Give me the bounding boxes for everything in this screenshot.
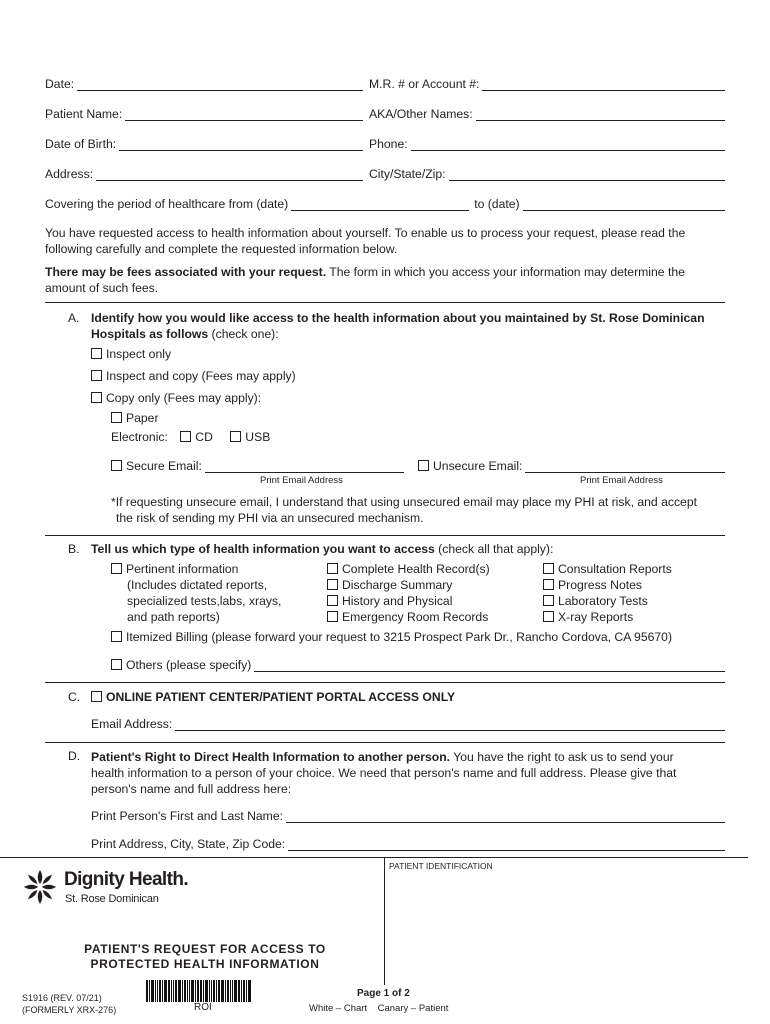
phone-label: Phone: <box>369 137 408 151</box>
checkbox[interactable] <box>230 431 241 442</box>
footer-divider <box>0 857 748 858</box>
checkbox[interactable] <box>327 579 338 590</box>
secure-email-label: Secure Email: <box>126 459 202 473</box>
option-progress-notes[interactable]: Progress Notes <box>543 577 733 593</box>
section-d-text: Patient's Right to Direct Health Information to another person. You have the right to ask us to send your health information to a person of your choice. We need that person's name and full address. Please give that person's name and full address here: <box>91 750 677 796</box>
checkbox[interactable] <box>91 370 102 381</box>
checkbox[interactable] <box>91 392 102 403</box>
dignity-health-logo-icon <box>22 868 58 906</box>
form-code: S1916 (REV. 07/21) (FORMERLY XRX-276) <box>22 993 117 1015</box>
date-label: Date: <box>45 77 75 91</box>
person-name-label: Print Person's First and Last Name: <box>91 809 283 823</box>
person-address-row <box>91 837 725 851</box>
option-itemized-billing[interactable]: Itemized Billing (please forward your request to 3215 Prospect Park Dr., Rancho Cordova, CA 95670) <box>111 630 672 644</box>
address-field[interactable] <box>96 168 363 181</box>
unsecure-email-row <box>418 459 725 473</box>
section-b-title: Tell us which type of health information you want to access (check all that apply): <box>91 542 554 556</box>
section-a-title: Identify how you would like access to the health information about you maintained by St. Rose Dominican Hospitals as follows (check one): <box>91 311 705 341</box>
divider <box>45 682 725 683</box>
section-d-letter: D. <box>68 749 81 763</box>
checkbox[interactable] <box>543 579 554 590</box>
option-laboratory-tests[interactable]: Laboratory Tests <box>543 593 733 609</box>
checkbox[interactable] <box>418 460 429 471</box>
patient-name-row <box>45 107 363 121</box>
checkbox[interactable] <box>111 563 122 574</box>
checkbox[interactable] <box>543 595 554 606</box>
barcode <box>146 980 262 1002</box>
portal-email-field[interactable] <box>175 718 725 731</box>
patient-id-label: PATIENT IDENTIFICATION <box>389 861 493 871</box>
checkbox[interactable] <box>111 631 122 642</box>
dignity-health-logo <box>22 868 192 908</box>
aka-field[interactable] <box>476 108 725 121</box>
patient-name-field[interactable] <box>125 108 363 121</box>
brand-name: Dignity Health. <box>64 869 189 890</box>
city-label: City/State/Zip: <box>369 167 446 181</box>
option-discharge-summary[interactable]: Discharge Summary <box>327 577 537 593</box>
option-inspect-only[interactable]: Inspect only <box>91 347 171 361</box>
checkbox[interactable] <box>91 691 102 702</box>
electronic-label: Electronic: <box>111 430 168 444</box>
date-field[interactable] <box>77 78 363 91</box>
print-email-caption-2: Print Email Address <box>580 475 663 486</box>
date-row <box>45 77 363 91</box>
checkbox[interactable] <box>111 412 122 423</box>
dob-label: Date of Birth: <box>45 137 117 151</box>
checkbox[interactable] <box>327 611 338 622</box>
unsecure-email-label: Unsecure Email: <box>433 459 523 473</box>
period-from-field[interactable] <box>291 198 469 211</box>
divider <box>45 742 725 743</box>
aka-row <box>369 107 725 121</box>
secure-email-field[interactable] <box>205 460 404 473</box>
checkbox[interactable] <box>327 563 338 574</box>
option-patient-portal[interactable]: ONLINE PATIENT CENTER/PATIENT PORTAL ACCESS ONLY <box>91 690 455 704</box>
patient-id-box-border <box>384 857 385 985</box>
others-label: Others (please specify) <box>126 658 252 672</box>
person-address-field[interactable] <box>288 838 725 851</box>
checkbox[interactable] <box>91 348 102 359</box>
person-address-label: Print Address, City, State, Zip Code: <box>91 837 286 851</box>
secure-email-row <box>111 459 404 473</box>
unsecure-email-field[interactable] <box>525 460 725 473</box>
electronic-row <box>111 430 270 444</box>
checkbox[interactable] <box>327 595 338 606</box>
intro-text: You have requested access to health information about yourself. To enable us to process your request, please read the following carefully and complete the requested information below. There may be fees associated with your request. The form in which you access your information may determine the amount of such fees. <box>45 226 686 295</box>
record-types-col2 <box>327 561 537 625</box>
brand-subname: St. Rose Dominican <box>65 893 159 905</box>
print-email-caption-1: Print Email Address <box>260 475 343 486</box>
phone-row <box>369 137 725 151</box>
checkbox[interactable] <box>543 563 554 574</box>
address-label: Address: <box>45 167 94 181</box>
section-b-letter: B. <box>68 542 80 556</box>
roi-label: ROI <box>194 1002 212 1013</box>
period-to-field[interactable] <box>523 198 725 211</box>
divider <box>45 302 725 303</box>
checkbox[interactable] <box>111 460 122 471</box>
city-row <box>369 167 725 181</box>
option-inspect-copy[interactable]: Inspect and copy (Fees may apply) <box>91 369 296 383</box>
dob-row <box>45 137 363 151</box>
patient-name-label: Patient Name: <box>45 107 123 121</box>
period-label: Covering the period of healthcare from (date) <box>45 197 289 211</box>
option-history-physical[interactable]: History and Physical <box>327 593 537 609</box>
section-c-letter: C. <box>68 690 81 704</box>
option-others <box>111 658 725 672</box>
checkbox[interactable] <box>543 611 554 622</box>
copy-distribution: White – Chart Canary – Patient <box>309 1003 449 1014</box>
option-consultation-reports[interactable]: Consultation Reports <box>543 561 733 577</box>
portal-email-label: Email Address: <box>91 717 173 731</box>
period-row <box>45 197 725 211</box>
option-copy-only[interactable]: Copy only (Fees may apply): <box>91 391 261 405</box>
person-name-field[interactable] <box>286 810 725 823</box>
mr-row <box>369 77 725 91</box>
portal-email-row <box>91 717 725 731</box>
page-number: Page 1 of 2 <box>357 988 410 999</box>
mr-field[interactable] <box>482 78 725 91</box>
person-name-row <box>91 809 725 823</box>
checkbox[interactable] <box>111 659 122 670</box>
option-xray-reports[interactable]: X-ray Reports <box>543 609 733 625</box>
option-paper[interactable]: Paper <box>111 411 159 425</box>
phone-field[interactable] <box>411 138 725 151</box>
patient-id-area[interactable] <box>386 875 746 983</box>
option-complete-health-record[interactable]: Complete Health Record(s) <box>327 561 537 577</box>
section-a-letter: A. <box>68 311 80 325</box>
dob-field[interactable] <box>119 138 363 151</box>
option-cd[interactable]: CD <box>180 430 213 444</box>
record-types-col3 <box>543 561 733 625</box>
option-pertinent-information[interactable]: Pertinent information (Includes dictated reports, specialized tests,labs, xrays, and path reports) <box>111 561 321 625</box>
unsecure-note: *If requesting unsecure email, I understand that using unsecured email may place my PHI at risk, and accept the risk of sending my PHI via an unsecured mechanism. <box>111 495 697 525</box>
period-to-label: to (date) <box>474 197 520 211</box>
divider <box>45 535 725 536</box>
others-field[interactable] <box>254 659 725 672</box>
form-title: PATIENT'S REQUEST FOR ACCESS TO PROTECTED HEALTH INFORMATION <box>84 942 326 971</box>
mr-label: M.R. # or Account #: <box>369 77 480 91</box>
address-row <box>45 167 363 181</box>
city-field[interactable] <box>449 168 725 181</box>
aka-label: AKA/Other Names: <box>369 107 473 121</box>
checkbox[interactable] <box>180 431 191 442</box>
option-emergency-room-records[interactable]: Emergency Room Records <box>327 609 537 625</box>
option-usb[interactable]: USB <box>230 430 270 444</box>
